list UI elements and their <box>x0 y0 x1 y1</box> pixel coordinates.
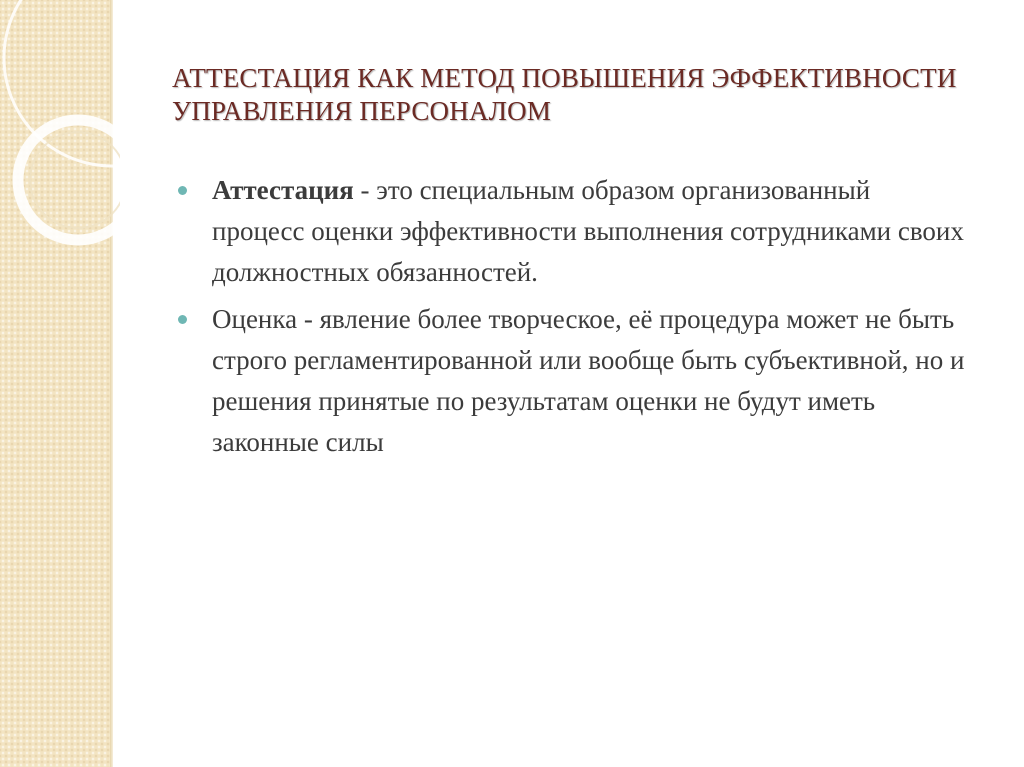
decorative-rings <box>0 0 120 280</box>
bullet-item-attestation <box>178 170 968 293</box>
bullet-term: Аттестация <box>212 175 354 205</box>
bullet-item-evaluation <box>178 299 968 463</box>
bullet-text: Оценка - явление более творческое, её процедура может не быть строго регламентированной или вообще быть субъективной, но и решения принятые по результатам оценки не будут иметь законные силы <box>212 304 965 457</box>
bullet-dot-icon <box>178 186 187 195</box>
bullet-dot-icon <box>178 315 187 324</box>
bullet-list <box>178 170 968 469</box>
bullet-text: - это специальным образом организованный процесс оценки эффективности выполнения сотрудниками своих должностных обязанностей. <box>212 175 964 287</box>
slide-title: АТТЕСТАЦИЯ КАК МЕТОД ПОВЫШЕНИЯ ЭФФЕКТИВНОСТИ УПРАВЛЕНИЯ ПЕРСОНАЛОМ <box>172 63 957 126</box>
